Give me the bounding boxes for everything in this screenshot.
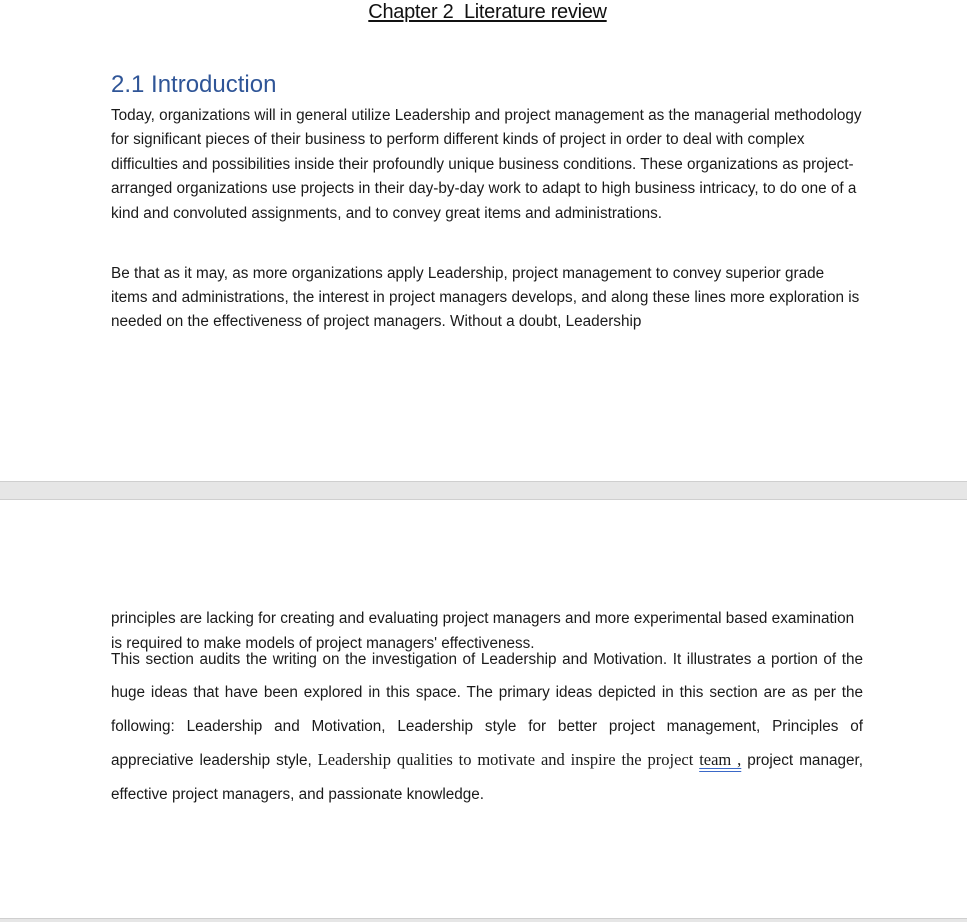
grammar-flagged-word[interactable]: team , bbox=[699, 750, 742, 770]
page-bottom-edge bbox=[0, 918, 967, 922]
section-heading: 2.1 Introduction bbox=[111, 71, 277, 98]
paragraph-4-serif-text: Leadership qualities to motivate and inspire the project bbox=[311, 750, 700, 770]
paragraph-4-tail: project manager, effective project managers, and passionate knowledge. bbox=[111, 752, 863, 803]
paragraph-1: Today, organizations will in general utilize Leadership and project management as the managerial methodology for significant pieces of their business to perform different kinds of project in order to deal with complex difficulties and possibilities inside their profoundly unique business conditions. These organizations as project-arranged organizations use projects in their day-by-day work to adapt to high business intricacy, to do one of a kind and convoluted assignments, and to convey great items and administrations. bbox=[111, 107, 862, 222]
page-separator bbox=[0, 481, 967, 500]
paragraph-2: Be that as it may, as more organizations apply Leadership, project management to convey superior grade items and administrations, the interest in project managers develops, and along these lines more exploration is needed on the effectiveness of project managers. Without a doubt, Leadership bbox=[111, 265, 860, 330]
chapter-title: Chapter 2 Literature review bbox=[368, 1, 607, 23]
paragraph-3: principles are lacking for creating and evaluating project managers and more experimental based examination is required to make models of project managers' effectiveness. bbox=[111, 610, 855, 652]
page-2 bbox=[0, 500, 967, 918]
paragraph-4 bbox=[111, 643, 863, 811]
paragraph-4-text: This section audits the writing on the investigation of Leadership and Motivation. It illustrates a portion of the huge ideas that have been explored in this space. The primary ideas depicted in this section are as per the following: Leadership and Motivation, Leadership style for better project management, Principles of appreciative leadership style, bbox=[111, 651, 863, 770]
